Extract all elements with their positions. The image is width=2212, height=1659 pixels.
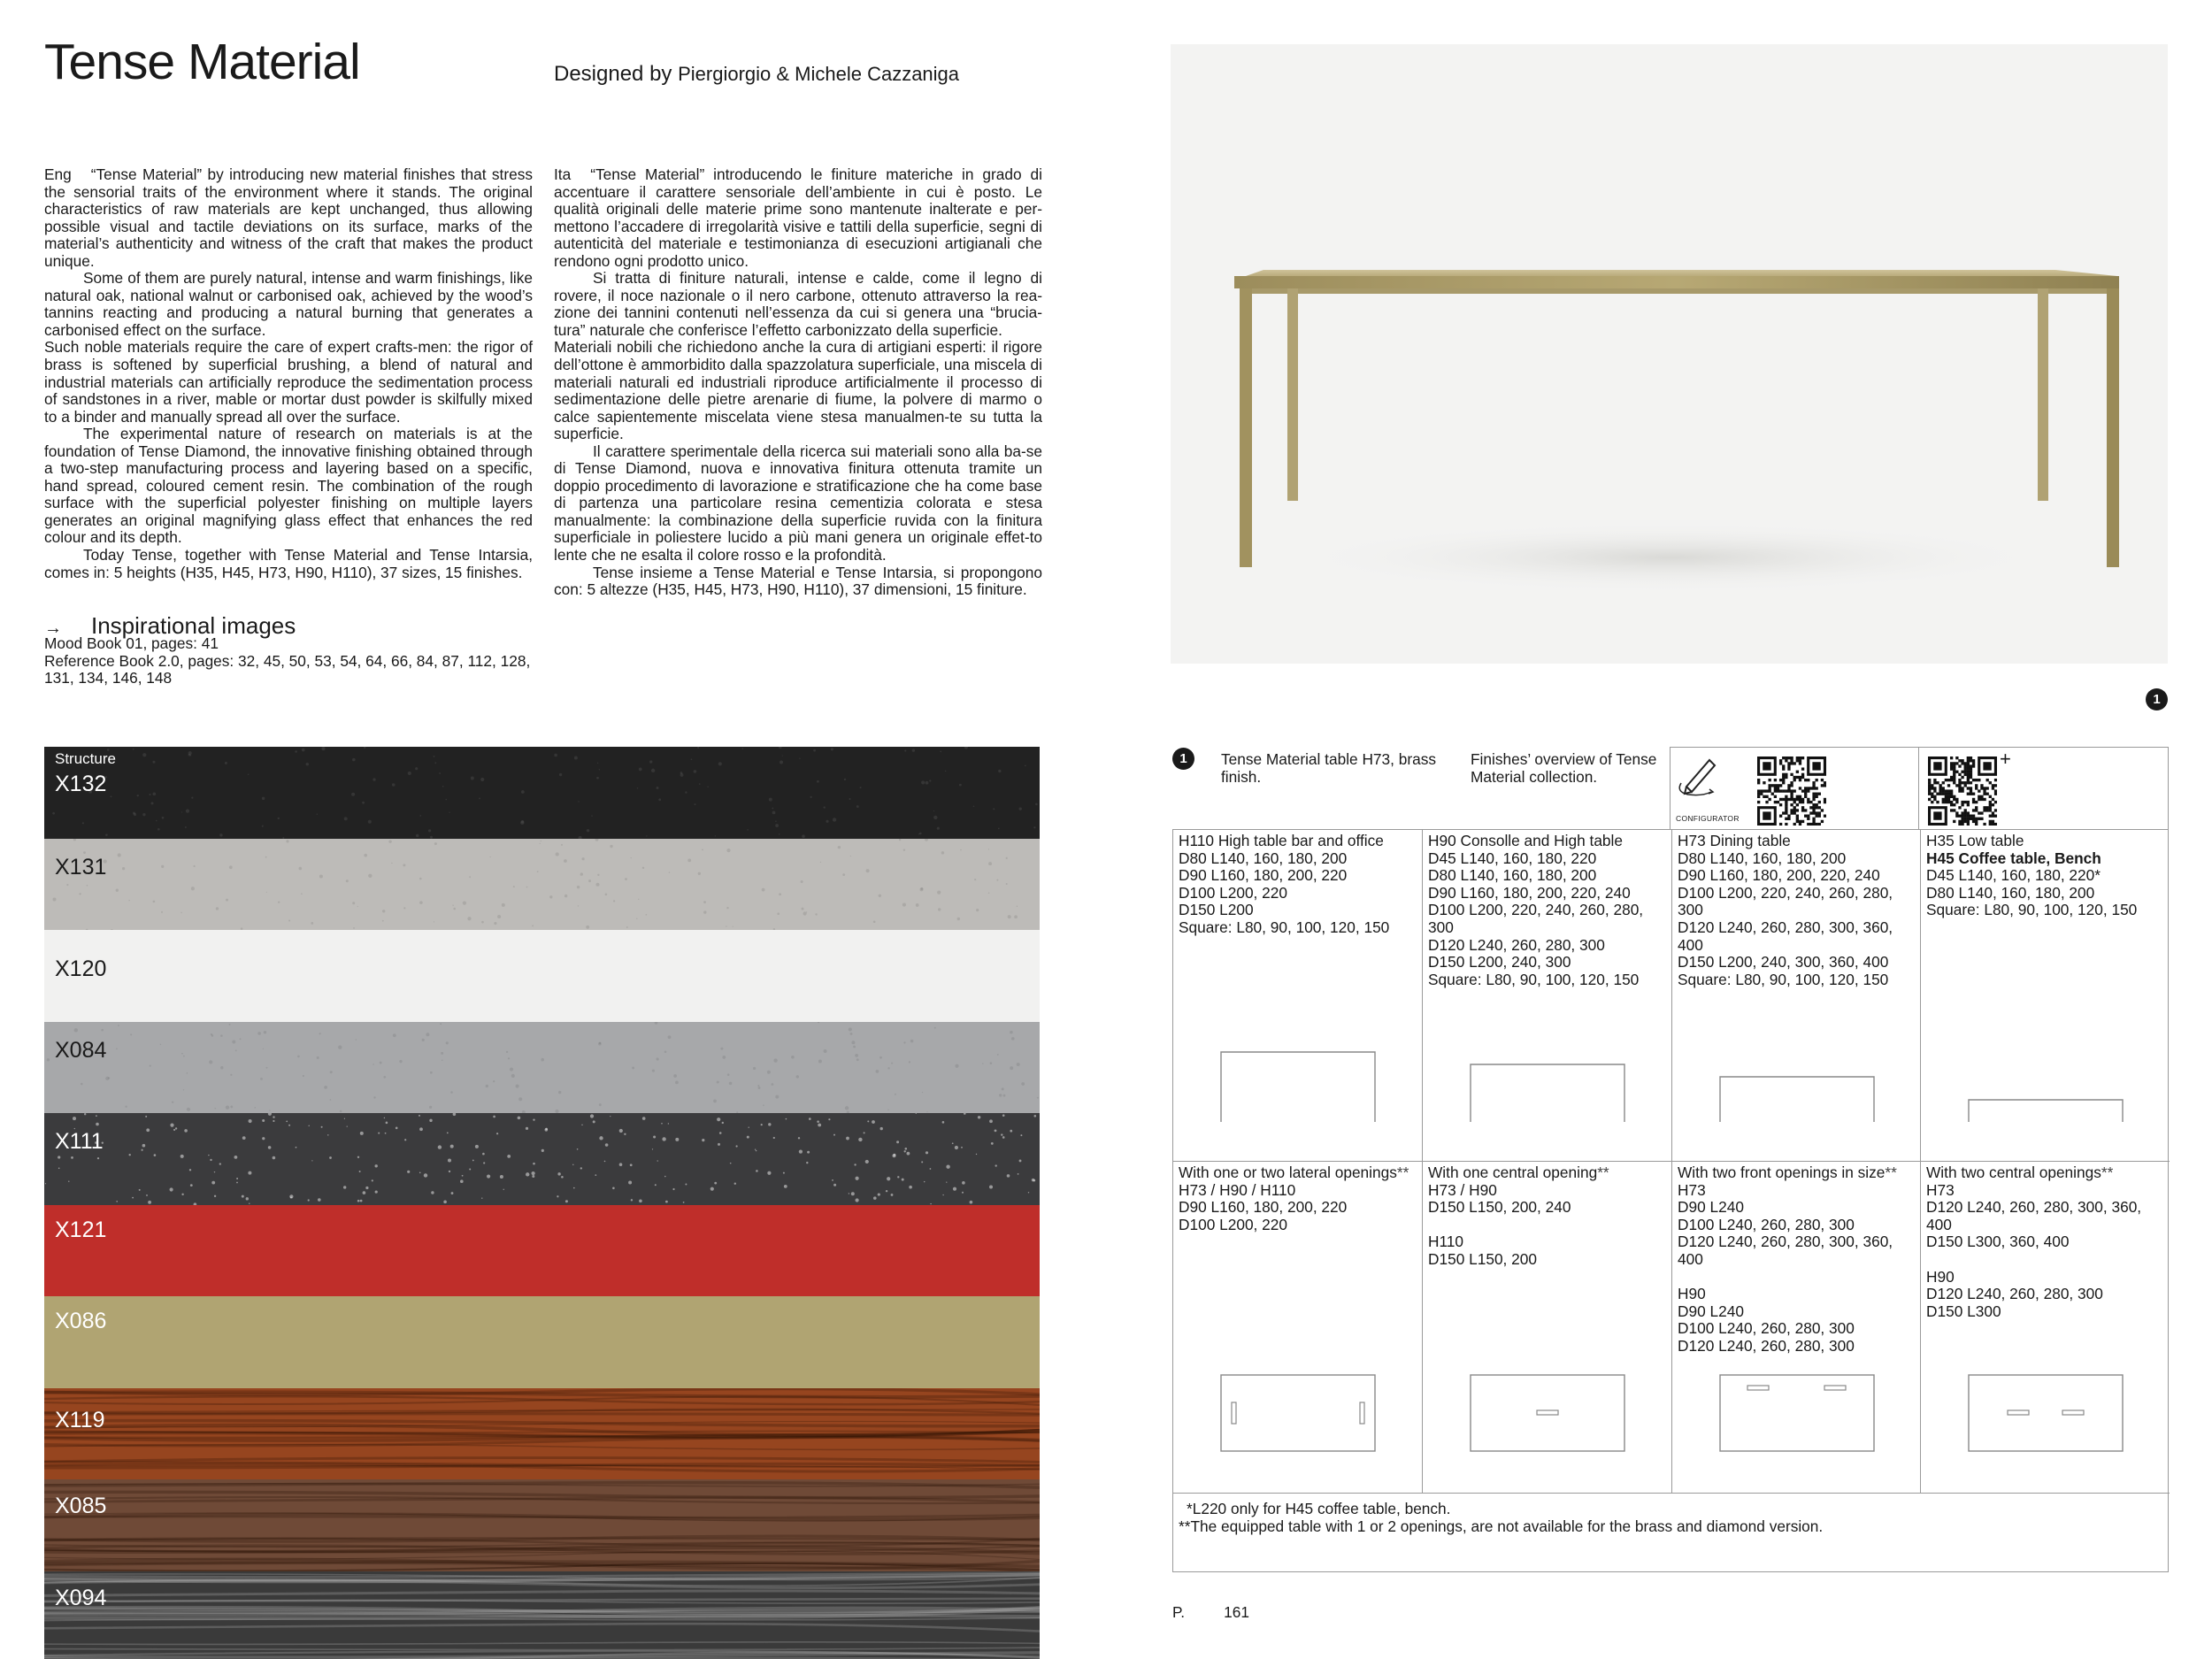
swatch-texture — [44, 930, 1040, 1022]
spec-line: Square: L80, 90, 100, 120, 150 — [1678, 970, 1889, 988]
spec-line: D120 L240, 260, 280, 300, 360, 400 — [1678, 1233, 1893, 1268]
opening-stars: ** — [1597, 1164, 1609, 1181]
opening-title: With two central openings — [1926, 1164, 2101, 1181]
opening-cell-front-two — [1672, 1162, 1921, 1494]
footnote-1: *L220 only for H45 coffee table, bench. — [1187, 1500, 1451, 1517]
size-cell-h73 — [1672, 830, 1921, 1162]
caption-table: Tense Material table H73, brass finish. — [1221, 750, 1437, 786]
footnote-2: **The equipped table with 1 or 2 openings, are not available for the brass and diamond version. — [1179, 1517, 1824, 1535]
swatch-texture — [44, 1296, 1040, 1388]
english-p5: Today Tense, together with Tense Material and Tense Intarsia, comes in: 5 heights (H35, H45, H73, H90, H110), 37 sizes, 15 finishes. — [44, 546, 533, 581]
italian-p3: Materiali nobili che richiedono anche la cura di artigiani esperti: il rigore dell’ottone è ammorbidito dalla spazzolatura superficiale, una miscela di materiali naturali ed industriali riproduce artificialmente il processo di sedimentazione delle pietre arenarie di fiume, la polvere di marmo o calce sapientemente miscelata viene stesa manualmen-te su tutta la superficie. — [554, 338, 1042, 443]
size-lines — [1428, 850, 1666, 989]
spec-line: Square: L80, 90, 100, 120, 150 — [1179, 918, 1390, 936]
swatch-x086 — [44, 1296, 1040, 1388]
spec-line: D100 L240, 260, 280, 300 — [1678, 1319, 1855, 1338]
spec-line: D100 L200, 220 — [1179, 883, 1287, 902]
swatch-code: X085 — [55, 1494, 107, 1518]
english-p1: “Tense Material” by introducing new material finishes that stress the sensorial traits of the environment where it stands. The original characteristics of raw materials are kept unchanged, thus allowing possible visual and tactile deviations on its surface, marks of the material’s authenticity and witness of the craft that makes the product unique. — [44, 165, 533, 270]
english-p2: Some of them are purely natural, intense and warm finishings, like natural oak, national walnut or carbonised oak, achieved by the wood’s tannins reacting and producing a natural burning that generates a carbonised effect on the surface. — [44, 269, 533, 339]
english-p3: Such noble materials require the care of expert crafts-men: the rigor of brass is softened by superficial brushing, a blend of natural and industrial materials can artificially reproduce the sedimentation process of sandstones in a river, mable or mortar dust powder is skilfully mixed to a binder and manually spread all over the surface. — [44, 338, 533, 426]
product-badge: 1 — [2146, 688, 2168, 710]
designed-by-prefix: Designed by — [554, 62, 672, 86]
spec-line: H90 — [1926, 1267, 1955, 1286]
spec-line: D100 L200, 220, 240, 260, 280, 300 — [1678, 883, 1893, 919]
table-shape-h90 — [1470, 1064, 1625, 1122]
spec-line: H73 — [1926, 1180, 1955, 1199]
opening-lines — [1926, 1182, 2164, 1321]
lang-label-eng: Eng — [44, 165, 72, 183]
spec-line: D80 L140, 160, 180, 200 — [1678, 849, 1847, 867]
italian-p4: Il carattere sperimentale della ricerca sui materiali sono alla ba-se di Tense Diamond, nuova e innovativa finitura ottenuta tramite un doppio procedimento di lavorazione e stratificazione che ha come base di partenza una particolare resina cementizia colorata e stesa manualmente: la combinazione della superficie ruvida con la finitura superficiale in poliestere lucido a più mani genera un originale effet-to lente che ne esalta il colore rosso e la profondità. — [554, 442, 1042, 565]
spec-line: D80 L140, 160, 180, 200 — [1179, 849, 1348, 867]
swatch-x085 — [44, 1479, 1040, 1571]
designer-credit — [554, 62, 959, 87]
opening-plan-central-one — [1470, 1374, 1625, 1452]
swatch-x120 — [44, 930, 1040, 1022]
spec-line: D90 L160, 180, 200, 220 — [1179, 866, 1348, 885]
spec-line: D150 L200, 240, 300 — [1428, 953, 1571, 972]
lang-label-ita: Ita — [554, 165, 572, 183]
spec-line: Square: L80, 90, 100, 120, 150 — [1926, 901, 2138, 919]
swatch-texture — [44, 839, 1040, 931]
italian-p5: Tense insieme a Tense Material e Tense Intarsia, si propongono con: 5 altezze (H35, H45, H73, H90, H110), 37 dimensioni, 15 finiture. — [554, 563, 1042, 599]
spec-line: D80 L140, 160, 180, 200 — [1926, 883, 2095, 902]
size-cell-h90 — [1423, 830, 1672, 1162]
opening-title: With one central opening — [1428, 1164, 1598, 1181]
page-number — [1172, 1603, 1288, 1622]
size-title: H110 High table bar and office — [1179, 832, 1384, 849]
opening-stars: ** — [1396, 1164, 1409, 1181]
size-lines — [1179, 850, 1417, 937]
spec-line: D100 L200, 220 — [1179, 1215, 1287, 1233]
plus-icon: + — [2000, 748, 2011, 770]
table-shape-h35 — [1968, 1099, 2124, 1122]
page-title: Tense Material — [44, 34, 360, 90]
swatch-texture — [44, 1571, 1040, 1659]
swatch-code: X119 — [55, 1407, 105, 1432]
spec-line: D120 L240, 260, 280, 300 — [1926, 1285, 2103, 1303]
spec-line: H73 — [1678, 1180, 1706, 1199]
opening-lines — [1428, 1182, 1666, 1269]
size-cell-h35 — [1921, 830, 2170, 1162]
spec-line: H73 / H90 — [1428, 1180, 1497, 1199]
spec-line: D150 L200 — [1179, 901, 1254, 919]
spec-line: D90 L240 — [1678, 1198, 1744, 1217]
sizes-table — [1172, 829, 2169, 1572]
english-p4: The experimental nature of research on materials is at the foundation of Tense Diamond, the innovative finishing obtained through a two-step manufacturing process and layering based on a specific, hand spread, coloured cement resin. The combination of the rough surface with the superficial polyester finishing on multiple layers generates an original magnifying glass effect that enhances the red colour and its depth. — [44, 425, 533, 547]
opening-plan-central-two — [1968, 1374, 2124, 1452]
spec-line: D150 L300, 360, 400 — [1926, 1233, 2070, 1251]
table-shape-h110 — [1220, 1051, 1376, 1122]
spec-line: D45 L140, 160, 180, 220 — [1428, 849, 1597, 867]
swatch-code: X132 — [55, 772, 107, 796]
spec-line: D90 L160, 180, 200, 220, 240 — [1678, 866, 1880, 885]
size-lines — [1926, 867, 2164, 919]
qr-code-icon[interactable] — [1757, 757, 1826, 826]
finish-swatches — [44, 747, 1040, 1659]
size-title-2: H45 Coffee table, Bench — [1926, 849, 2101, 867]
swatch-x111 — [44, 1113, 1040, 1205]
spec-line: D100 L200, 220, 240, 260, 280, 300 — [1428, 901, 1644, 936]
swatch-texture — [44, 747, 1040, 839]
spec-line — [1926, 1251, 2164, 1269]
opening-stars: ** — [2101, 1164, 2114, 1181]
size-cell-h110 — [1173, 830, 1423, 1162]
swatch-code: X121 — [55, 1217, 107, 1242]
size-title: H73 Dining table — [1678, 832, 1791, 849]
spec-line: D150 L300 — [1926, 1302, 2001, 1320]
swatch-x084 — [44, 1022, 1040, 1114]
spec-line: D150 L200, 240, 300, 360, 400 — [1678, 953, 1889, 972]
size-title: H35 Low table — [1926, 832, 2024, 849]
spec-line: D100 L240, 260, 280, 300 — [1678, 1215, 1855, 1233]
spec-line: D80 L140, 160, 180, 200 — [1428, 866, 1597, 885]
spec-line: D150 L150, 200, 240 — [1428, 1198, 1571, 1217]
product-image — [1171, 44, 2168, 664]
size-lines — [1678, 850, 1915, 989]
swatch-texture — [44, 1205, 1040, 1297]
reference-book-ref: Reference Book 2.0, pages: 32, 45, 50, 53, 54, 64, 66, 84, 87, 112, 128, 131, 134, 146, 148 — [44, 651, 531, 687]
italian-p2: Si tratta di finiture naturali, intense e calde, come il legno di rovere, il noce nazionale o il nero carbone, ottenuto attraverso la rea-zione dei tannini contenuti nell’essenza da cui si genera una “brucia-tura” naturale che conferisce l’effetto carbonizzato della superficie. — [554, 269, 1042, 339]
mood-book-ref: Mood Book 01, pages: 41 — [44, 634, 219, 652]
spec-line: D120 L240, 260, 280, 300 — [1678, 1336, 1855, 1355]
italian-description — [554, 166, 1042, 599]
arrow-right-icon: → — [44, 618, 62, 638]
caption-finishes: Finishes’ overview of Tense Material collection. — [1471, 750, 1657, 786]
spec-line: D45 L140, 160, 180, 220* — [1926, 866, 2101, 885]
designer-names: Piergiorgio & Michele Cazzaniga — [678, 63, 960, 85]
structure-label: Structure — [55, 750, 116, 767]
spec-line: D90 L240 — [1678, 1302, 1744, 1320]
spec-line — [1678, 1269, 1915, 1286]
size-title: H90 Consolle and High table — [1428, 832, 1623, 849]
opening-plan-lateral — [1220, 1374, 1376, 1452]
caption-badge: 1 — [1172, 748, 1194, 770]
spec-line: H73 / H90 / H110 — [1179, 1180, 1296, 1199]
pencil-icon — [1676, 753, 1722, 799]
spec-line: H90 — [1678, 1285, 1706, 1303]
configurator-label: CONFIGURATOR — [1676, 814, 1740, 823]
spec-line: D120 L240, 260, 280, 300 — [1428, 935, 1605, 954]
italian-p1: “Tense Material” introducendo le finiture materiche in grado di accentuare il carattere sensoriale dell’ambiente in cui è posto. Le qualità originali delle materie prime sono mantenute inalterate e per-mettono l’accadere di irregolarità visive e tattili della superficie, segni di autenticità del materiale e testimonianza di esecuzioni artigianali che rendono ogni prodotto unico. — [554, 165, 1042, 270]
spec-line: D120 L240, 260, 280, 300, 360, 400 — [1926, 1198, 2142, 1233]
page-prefix: P. — [1172, 1603, 1186, 1621]
swatch-texture — [44, 1113, 1040, 1205]
spec-line: D90 L160, 180, 200, 220 — [1179, 1198, 1348, 1217]
table-illustration — [1171, 44, 2168, 664]
spec-line: D150 L150, 200 — [1428, 1249, 1537, 1268]
spec-line — [1428, 1217, 1666, 1234]
inspirational-references — [44, 635, 540, 687]
swatch-code: X120 — [55, 956, 107, 981]
english-description — [44, 166, 533, 581]
opening-cell-central-one — [1423, 1162, 1672, 1494]
swatch-x132 — [44, 747, 1040, 839]
page-value: 161 — [1224, 1603, 1249, 1621]
swatch-texture — [44, 1022, 1040, 1114]
table-shape-h73 — [1719, 1076, 1875, 1122]
swatch-x121 — [44, 1205, 1040, 1297]
opening-lines — [1179, 1182, 1417, 1234]
opening-title: With one or two lateral openings — [1179, 1164, 1397, 1181]
swatch-texture — [44, 1479, 1040, 1571]
qr-box-right — [1918, 747, 2169, 829]
qr-code-icon[interactable] — [1928, 757, 1997, 826]
swatch-code: X094 — [55, 1585, 107, 1610]
spec-line: D120 L240, 260, 280, 300, 360, 400 — [1678, 918, 1893, 954]
spec-line: H110 — [1428, 1233, 1464, 1251]
swatch-x119 — [44, 1388, 1040, 1480]
swatch-code: X084 — [55, 1037, 107, 1063]
opening-stars: ** — [1885, 1164, 1897, 1181]
opening-cell-central-two — [1921, 1162, 2170, 1494]
opening-title: With two front openings in size — [1678, 1164, 1886, 1181]
swatch-code: X086 — [55, 1309, 107, 1333]
swatch-texture — [44, 1388, 1040, 1480]
opening-plan-front-two — [1719, 1374, 1875, 1452]
opening-cell-lateral — [1173, 1162, 1423, 1494]
opening-lines — [1678, 1182, 1915, 1356]
swatch-x094 — [44, 1571, 1040, 1659]
swatch-code: X111 — [55, 1129, 104, 1154]
configurator-box[interactable] — [1670, 747, 1919, 829]
spec-line: Square: L80, 90, 100, 120, 150 — [1428, 970, 1640, 988]
inspirational-title: Inspirational images — [91, 612, 296, 639]
footnotes — [1173, 1494, 2170, 1572]
swatch-code: X131 — [55, 854, 107, 879]
spec-line: D90 L160, 180, 200, 220, 240 — [1428, 883, 1631, 902]
swatch-x131 — [44, 839, 1040, 931]
